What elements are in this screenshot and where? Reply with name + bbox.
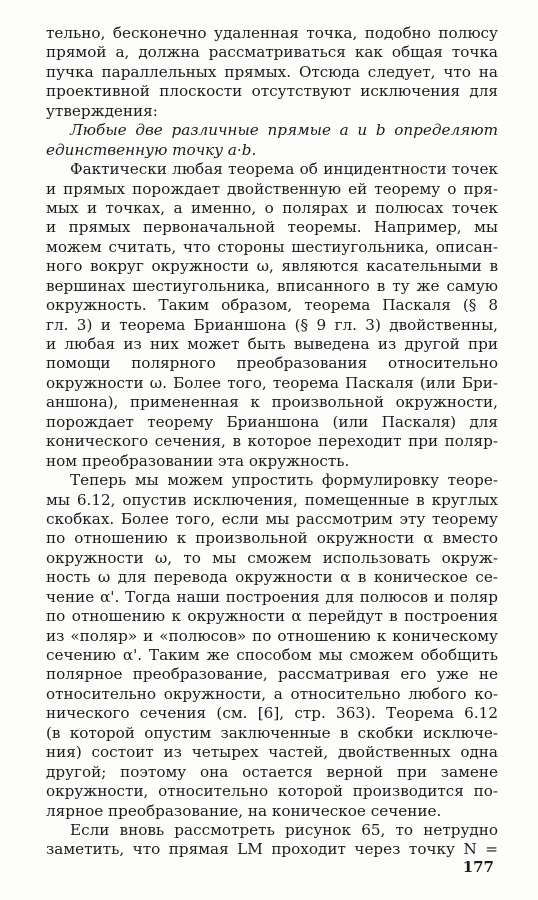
page-body — [46, 24, 498, 860]
text-line: окружности ω. Более того, теорема Паскаля (или Бри- — [46, 373, 498, 392]
text-line: мых и точках, а именно, о полярах и полюсах точек — [46, 198, 498, 217]
text-line: ность ω для перевода окружности α в коническое се- — [46, 568, 498, 587]
theorem-line: единственную точку a·b. — [46, 140, 257, 159]
text-line: ния) состоит из четырех частей, двойственных одна — [46, 743, 498, 762]
text-line: вершинах шестиугольника, вписанного в ту же самую — [46, 276, 498, 295]
text-line: (в которой опустим заключенные в скобки исключе- — [46, 723, 498, 742]
text-line: конического сечения, в которое переходит при поляр- — [46, 432, 498, 451]
theorem-line: Любые две различные прямые a и b определяют — [70, 121, 498, 140]
text-line: Теперь мы можем упростить формулировку теоре- — [70, 471, 498, 490]
text-line: по отношению к окружности α перейдут в построения — [46, 607, 498, 626]
text-line: скобках. Более того, если мы рассмотрим эту теорему — [46, 509, 498, 528]
text-line: можем считать, что стороны шестиугольника, описан- — [46, 237, 498, 256]
text-line: заметить, что прямая LM проходит через точку N = — [46, 840, 498, 859]
text-line: окружность. Таким образом, теорема Паскаля (§ 8 — [46, 296, 498, 315]
text-line: относительно окружности, а относительно любого ко- — [46, 684, 498, 703]
text-line: чение α'. Тогда наши построения для полюсов и поляр — [46, 587, 498, 606]
text-line: и прямых порождает двойственную ей теорему о пря- — [46, 179, 498, 198]
text-line: Фактически любая теорема об инцидентности точек — [70, 160, 498, 179]
text-line: гл. 3) и теорема Брианшона (§ 9 гл. 3) двойственны, — [46, 315, 498, 334]
text-line: пучка параллельных прямых. Отсюда следует, что на — [46, 62, 498, 81]
page-number: 177 — [462, 858, 494, 876]
text-line: порождает теорему Брианшона (или Паскаля) для — [46, 412, 498, 431]
text-line: полярное преобразование, рассматривая его уже не — [46, 665, 498, 684]
text-line: утверждения: — [46, 101, 158, 120]
text-line: по отношению к произвольной окружности α вместо — [46, 529, 498, 548]
text-line: окружности, относительно которой производится по- — [46, 782, 498, 801]
text-line: из «поляр» и «полюсов» по отношению к коническому — [46, 626, 498, 645]
text-line: и прямых первоначальной теоремы. Например, мы — [46, 218, 498, 237]
text-line: тельно, бесконечно удаленная точка, подобно полюсу — [46, 24, 498, 42]
text-line: нического сечения (см. [6], стр. 363). Теорема 6.12 — [46, 704, 498, 723]
text-line: ного вокруг окружности ω, являются касательными в — [46, 257, 498, 276]
text-line: ном преобразовании эта окружность. — [46, 451, 350, 470]
text-line: сечению α'. Таким же способом мы сможем обобщить — [46, 646, 498, 664]
text-line: и любая из них может быть выведена из другой при — [46, 335, 498, 353]
text-line: прямой a, должна рассматриваться как общая точка — [46, 43, 498, 62]
text-line: проективной плоскости отсутствуют исключения для — [46, 82, 498, 101]
text-line: Если вновь рассмотреть рисунок 65, то нетрудно — [70, 820, 498, 839]
text-line: помощи полярного преобразования относительно — [46, 354, 498, 373]
text-line: окружности ω, то мы сможем использовать окруж- — [46, 548, 498, 567]
text-line: лярное преобразование, на коническое сечение. — [46, 801, 442, 820]
text-line: мы 6.12, опустив исключения, помещенные в круглых — [46, 490, 498, 509]
text-line: другой; поэтому она остается верной при замене — [46, 762, 498, 781]
text-line: аншона), примененная к произвольной окружности, — [46, 393, 498, 412]
